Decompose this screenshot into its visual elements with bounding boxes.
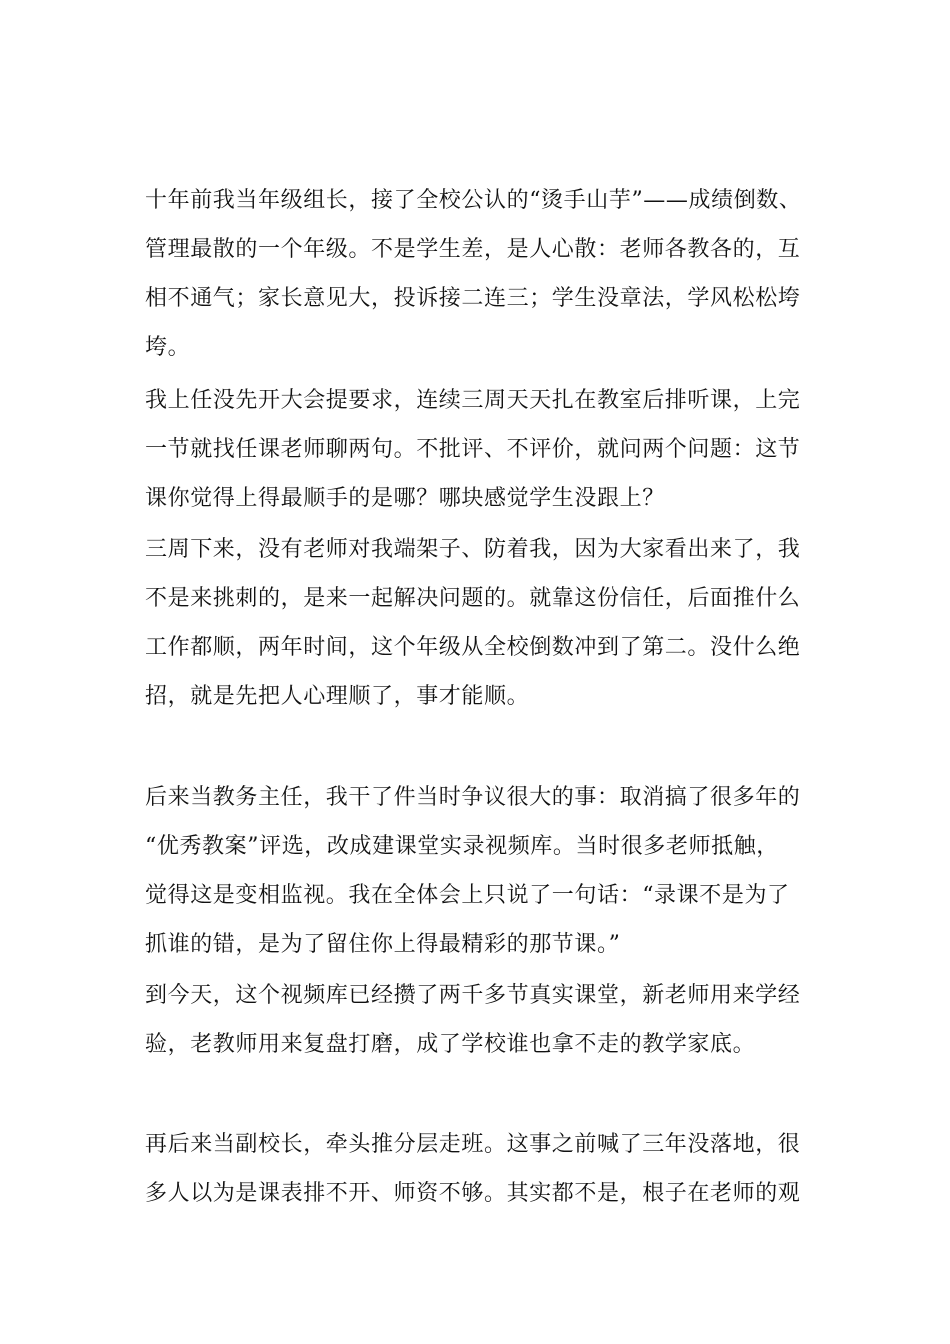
text-line: 一节就找任课老师聊两句。不批评、不评价，就问两个问题：这节 (145, 437, 801, 462)
text-line: 觉得这是变相监视。我在全体会上只说了一句话：“录课不是为了 (145, 883, 790, 908)
text-line: 相不通气；家长意见大，投诉接二连三；学生没章法，学风松松垮 (145, 286, 801, 311)
text-line: 不是来挑刺的，是来一起解决问题的。就靠这份信任，后面推什么 (145, 586, 801, 611)
text-line: 招，就是先把人心理顺了，事才能顺。 (145, 684, 530, 709)
text-line: 抓谁的错，是为了留住你上得最精彩的那节课。” (145, 932, 621, 957)
text-line: 验，老教师用来复盘打磨，成了学校谁也拿不走的教学家底。 (145, 1032, 756, 1057)
text-line: 我上任没先开大会提要求，连续三周天天扎在教室后排听课，上完 (145, 388, 801, 413)
text-line: 三周下来，没有老师对我端架子、防着我，因为大家看出来了，我 (145, 537, 801, 562)
text-line: 十年前我当年级组长，接了全校公认的“烫手山芋”——成绩倒数、 (145, 188, 802, 213)
text-line: 后来当教务主任，我干了件当时争议很大的事：取消搞了很多年的 (145, 785, 801, 810)
text-line: 多人以为是课表排不开、师资不够。其实都不是，根子在老师的观 (145, 1181, 801, 1206)
text-line: 到今天，这个视频库已经攒了两千多节真实课堂，新老师用来学经 (145, 983, 801, 1008)
text-line: 管理最散的一个年级。不是学生差，是人心散：老师各教各的，互 (145, 237, 801, 262)
text-line: 课你觉得上得最顺手的是哪？哪块感觉学生没跟上？ (145, 486, 665, 511)
text-line: 再后来当副校长，牵头推分层走班。这事之前喊了三年没落地，很 (145, 1132, 801, 1157)
text-line: 垮。 (145, 335, 191, 360)
text-line: 工作都顺，两年时间，这个年级从全校倒数冲到了第二。没什么绝 (145, 635, 801, 660)
text-line: “优秀教案”评选，改成建课堂实录视频库。当时很多老师抵触， (145, 834, 779, 859)
